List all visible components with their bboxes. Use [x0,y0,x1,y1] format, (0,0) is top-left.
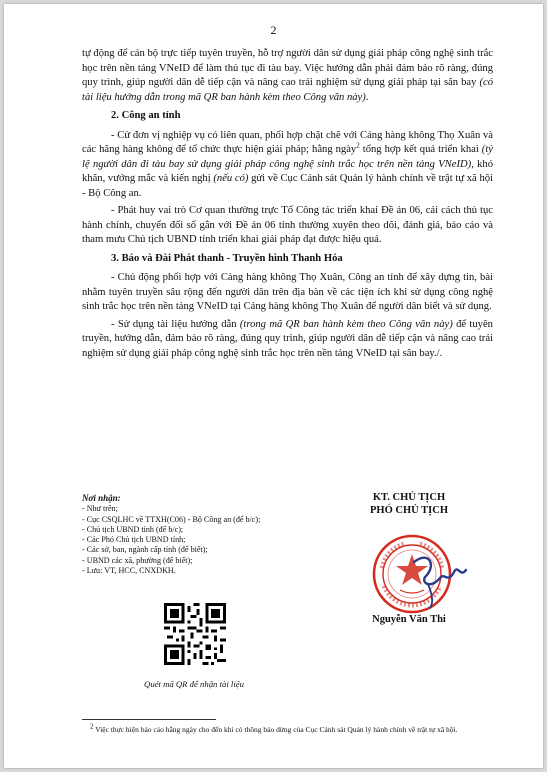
section-3-heading: 3. Báo và Đài Phát thanh - Truyền hình Thanh Hóa [111,252,343,264]
footnote-marker: 2 [90,722,94,731]
intro-paragraph [82,47,493,105]
document-qr-code[interactable] [164,603,226,665]
footnote-text: Việc thực hiện báo cáo hằng ngày cho đến khi có thông báo dừng của Cục Cảnh sát Quản lý hành chính về trật tự xã hội. [93,725,458,734]
footnote-ref: 2 [356,141,360,150]
document-body [82,47,493,364]
section-2-heading: 2. Công an tỉnh [111,110,181,121]
section-3-paragraph-1: - Chủ động phối hợp với Cảng hàng không Thọ Xuân, Công an tỉnh để xây dựng tin, bài nhằm tuyên truyền sâu rộng đến người dân trên địa bàn về các tiện ích khi sử dụng công nghệ sinh trắc học trên nền tảng VNeID tại Cảng hàng không Thọ Xuân để người dân biết và sử dụng. [82,272,493,312]
text-run: gửi về Cục Cảnh sát Quản lý hành chính về trật tự xã hội - Bộ Công an. [82,173,493,199]
signer-name: Nguyễn Văn Thi [372,614,446,625]
recipients-list [82,504,337,576]
italic-note: (tỷ lệ người dân đi tàu bay sử dụng giải pháp công nghệ sinh trắc học trên nền tảng VNeID) [82,144,493,170]
intro-italic-note: (có tài liệu hướng dẫn trong mã QR ban hành kèm theo Công văn này) [82,77,493,103]
intro-text: tự động để cán bộ trực tiếp tuyên truyền, hỗ trợ người dân sử dụng giải pháp công nghệ sinh trắc học trên nền tảng VNeID để làm thủ tục đi tàu bay. Việc hướng dẫn phải đảm bảo rõ ràng, đúng quy trình, giúp người dân dễ tiếp cận và nâng cao trải nghiệm sử dụng giải pháp tại sân bay [82,48,493,88]
signer-title-2: PHÓ CHỦ TỊCH [370,505,448,516]
italic-note: (trong mã QR ban hành kèm theo Công văn này) [239,318,453,330]
section-3-paragraph-2 [82,318,493,362]
intro-end: . [365,91,369,103]
section-2-paragraph-2: - Phát huy vai trò Cơ quan thường trực Tổ Công tác triển khai Đề án 06, cải cách thủ tục hành chính, chuyển đổi số gắn với Đề án 06 tỉnh thường xuyên theo dõi, đánh giá, báo cáo và tham mưu Chủ tịch UBND tỉnh triển khai giải pháp đạt được hiệu quả. [82,205,493,245]
section-2-paragraph-1 [82,129,493,202]
text-run: , khó khăn, vướng mắc và kiến nghị [82,158,493,184]
recipient-item: - Cục CSQLHC về TTXH(C06) - Bộ Công an (để b/c); [82,514,261,524]
document-page [4,4,543,768]
recipient-item: - Các sở, ban, ngành cấp tỉnh (để biết); [82,545,208,555]
recipients-block [82,493,337,576]
italic-note: (nếu có) [213,173,249,184]
footnote-divider [82,719,216,720]
signature-block [334,492,484,516]
signer-title-1: KT. CHỦ TỊCH [372,492,446,503]
recipient-item: - Lưu: VT, HCC, CNXDKH. [82,566,176,576]
recipient-item: - UBND các xã, phường (để biết); [82,555,193,565]
text-run: để tuyên truyền, hướng dẫn, đảm bảo rõ ràng, đúng quy trình, giúp người dân dễ tiếp cận và nâng cao trải nghiệm sử dụng giải pháp công nghệ sinh trắc học trên nền tảng VNeID tại sân bay./. [82,318,493,359]
recipient-item: - Như trên; [82,504,118,514]
recipient-item: - Các Phó Chủ tịch UBND tỉnh; [82,535,186,545]
text-run: - Cử đơn vị nghiệp vụ có liên quan, phối hợp chặt chẽ với Cảng hàng không Thọ Xuân và các hãng hàng không để tổ chức thực hiện giải pháp; hằng ngày [82,129,493,155]
qr-caption: Quét mã QR để nhận tài liệu [144,679,244,689]
footnote [82,722,502,735]
official-seal [370,532,470,616]
text-run: tổng hợp kết quả triển khai [359,144,482,155]
text-run: - Sử dụng tài liệu hướng dẫn [111,318,240,330]
recipients-title: Nơi nhận: [82,493,121,503]
page-number: 2 [270,23,277,37]
recipient-item: - Chủ tịch UBND tỉnh (để b/c); [82,524,184,534]
